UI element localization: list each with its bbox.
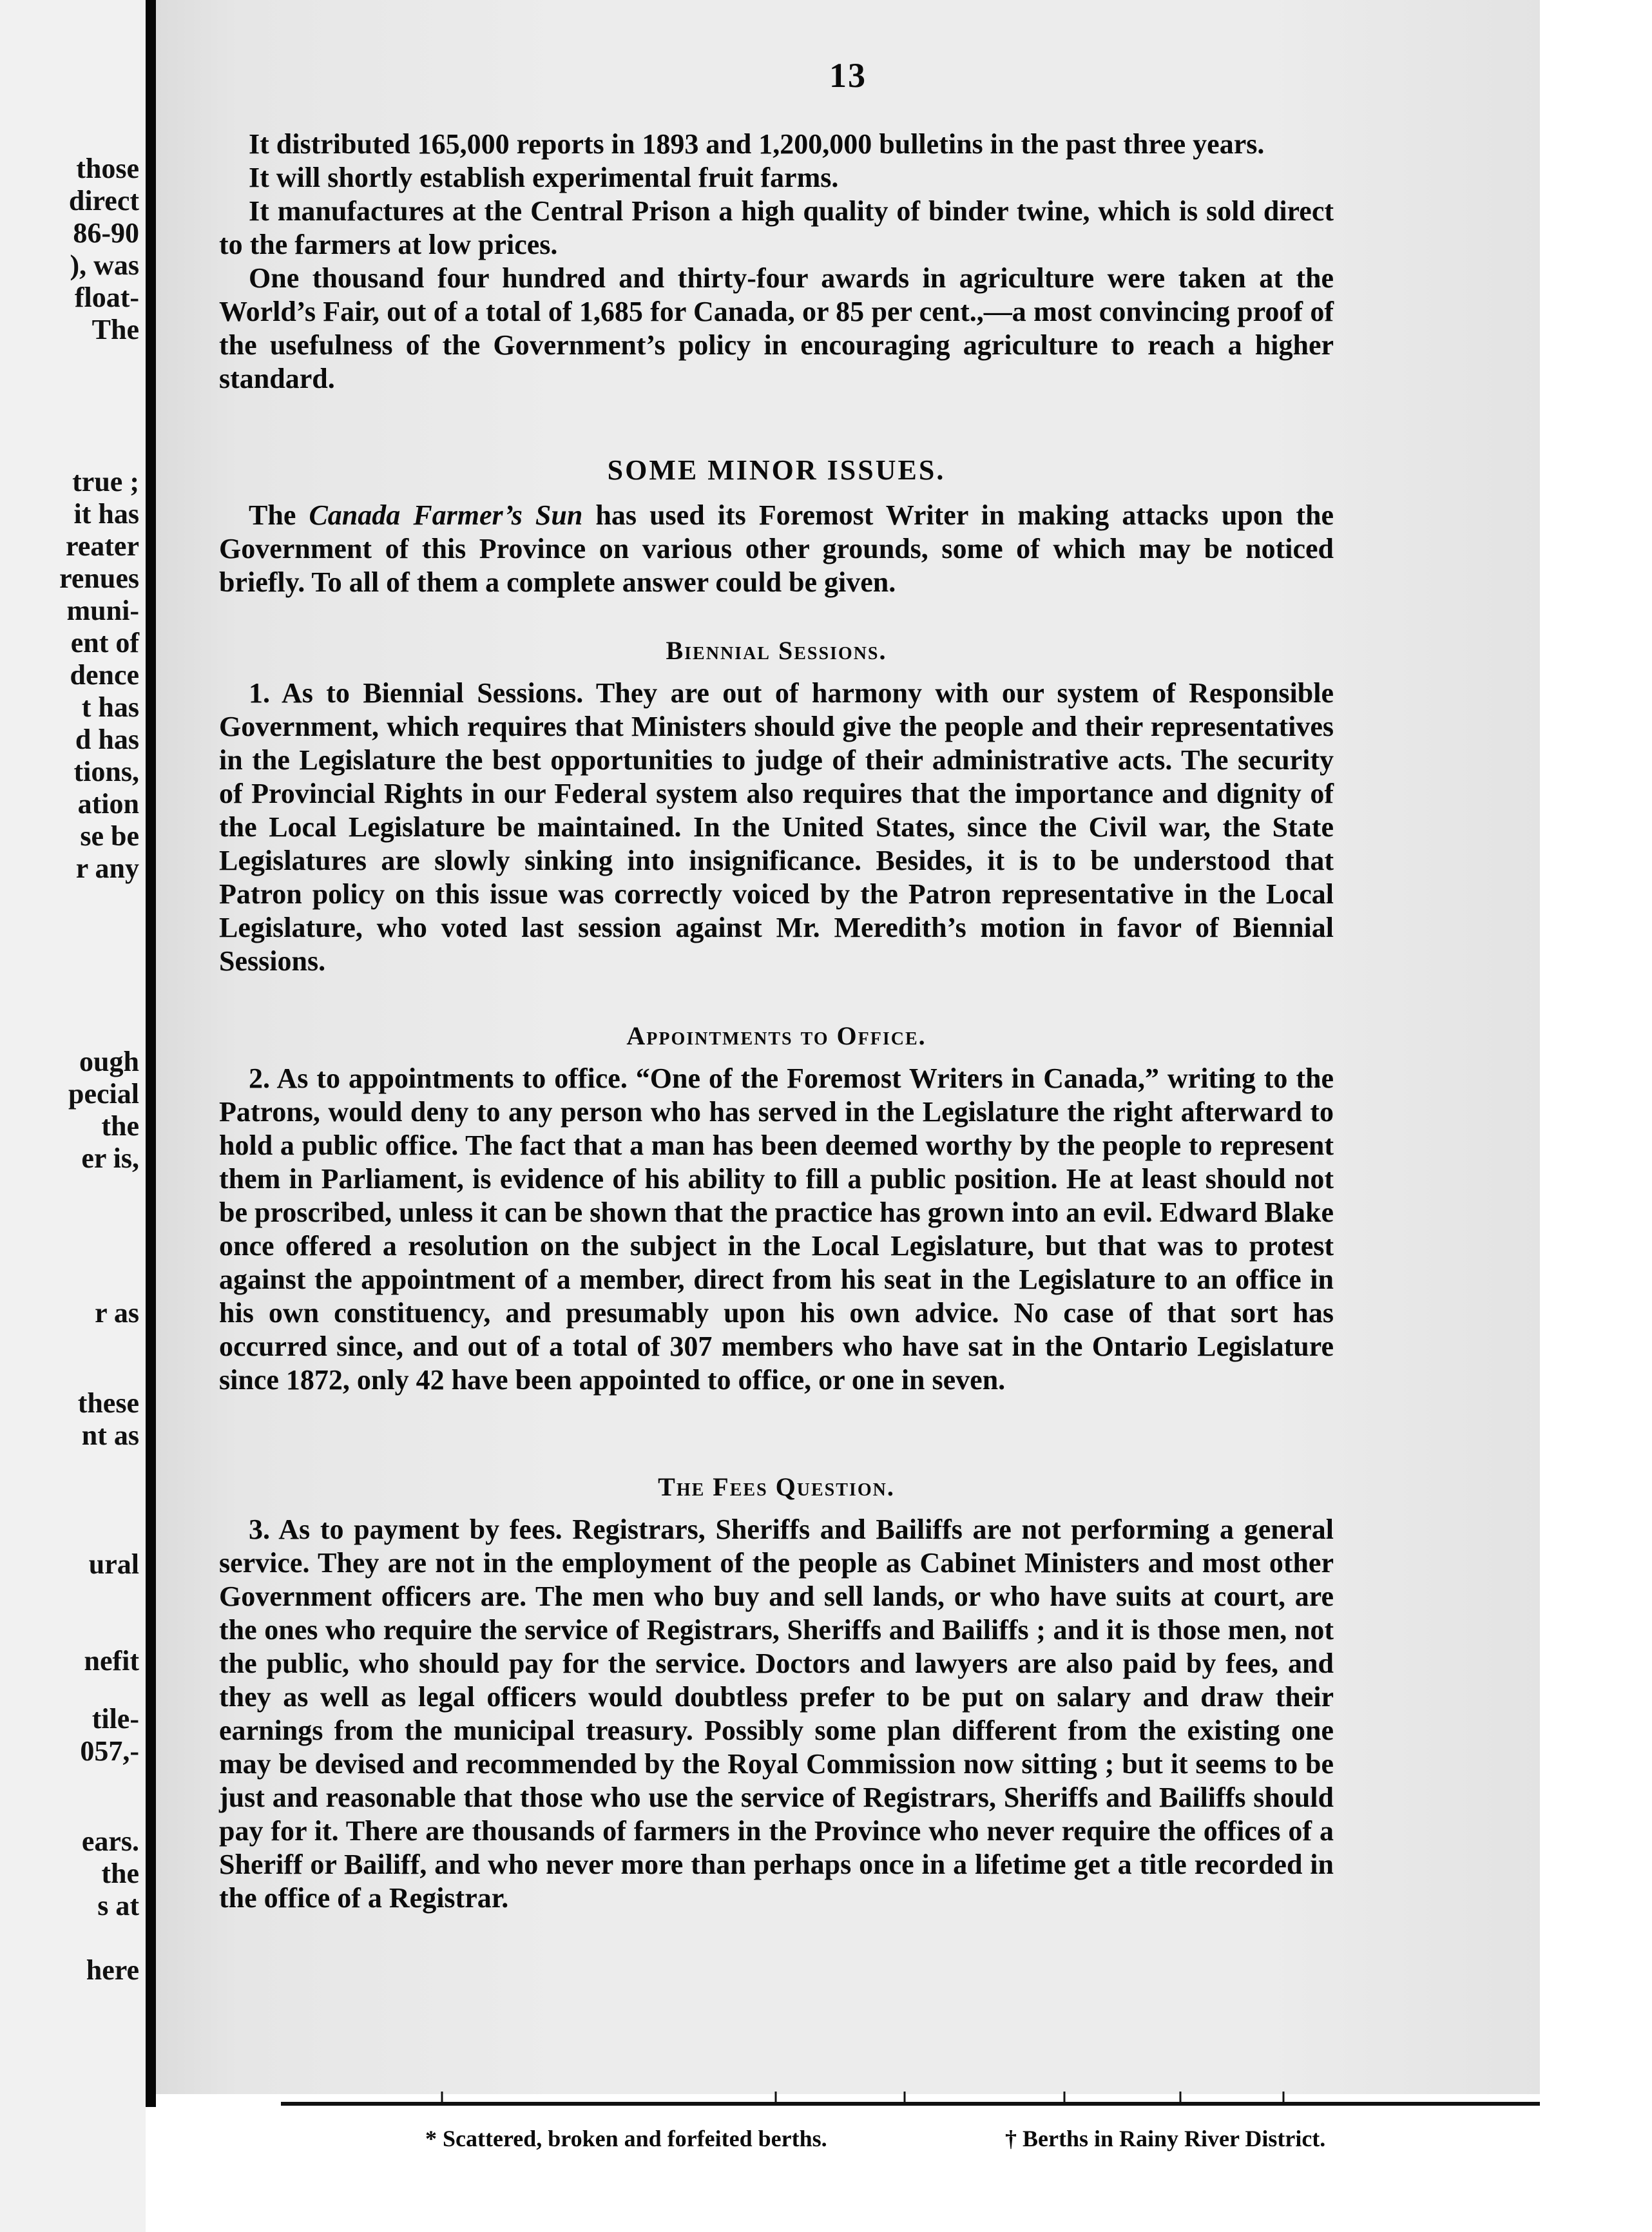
minor-issues-section (219, 454, 1334, 599)
previous-page-line: ), was (70, 249, 139, 281)
appointments-paragraph: 2. As to appointments to office. “One of the Foremost Writers in Canada,” writing to the Patrons, would deny to any person who has served in the Legislature the right afterward to hold a public office. The fact that a man has been deemed worthy by the people to represent them in Parliament, is evidence of his ability to fill a public position. He at least should not be proscribed, unless it can be shown that the practice has grown into an evil. Edward Blake once offered a resolution on the subject in the Local Legislature, but that was to protest against the appointment of a member, direct from his seat in the Legislature to an office in his own constituency, and presumably upon his own advice. No case of that sort has occurred since, and out of a total of 307 members who have sat in the Ontario Legislature since 1872, only 42 have been appointed to office, or one in seven. (219, 1063, 1334, 1396)
lead-text-after: has used its Foremost Writer in making attacks upon the Government of this Province on various other grounds, some of which may be noticed briefly. To all of them a complete answer could be given. (219, 499, 1334, 598)
previous-page-line: renues (59, 563, 139, 594)
previous-page-line: true ; (72, 466, 139, 497)
previous-page-line: er is, (81, 1142, 139, 1174)
intro-paragraph-binder-twine: It manufactures at the Central Prison a high quality of binder twine, which is sold direct to the farmers at low prices. (219, 195, 1334, 260)
intro-paragraph-reports: It distributed 165,000 reports in 1893 and 1,200,000 bulletins in the past three years. (249, 128, 1265, 160)
previous-page-line: the (101, 1110, 139, 1142)
intro-paragraph-fruit-farms: It will shortly establish experimental fruit farms. (249, 162, 839, 193)
previous-page-line: it has (73, 498, 139, 530)
intro-paragraph-worlds-fair: One thousand four hundred and thirty-four awards in agriculture were taken at the World’s Fair, out of a total of 1,685 for Canada, or 85 per cent.,—a most convincing proof of the usefulness of the Government’s policy in encouraging agriculture to reach a higher standard. (219, 262, 1334, 394)
previous-page-line: d has (75, 724, 139, 755)
previous-page-fragment (0, 0, 146, 2232)
previous-page-line: tions, (73, 756, 139, 787)
binding-gutter (146, 0, 156, 2107)
previous-page-line: se be (80, 820, 139, 852)
lead-text-before: The (249, 499, 309, 531)
subheading-appointments-to-office: Appointments to Office. (626, 1021, 927, 1050)
biennial-sessions-section (219, 634, 1334, 978)
previous-page-line: t has (81, 691, 139, 723)
previous-page-line: the (101, 1858, 139, 1889)
main-page (156, 0, 1540, 2094)
previous-page-line: dence (70, 659, 139, 691)
previous-page-line: reater (66, 530, 139, 562)
previous-page-line: ears. (81, 1825, 139, 1857)
previous-page-line: ation (77, 788, 139, 820)
previous-page-line: r any (75, 852, 139, 884)
previous-page-line: s at (97, 1890, 139, 1921)
minor-issues-lead-paragraph (219, 499, 1334, 599)
previous-page-line: nt as (81, 1419, 139, 1451)
footer-rule (281, 2102, 1540, 2106)
fees-section (219, 1470, 1334, 1915)
subheading-biennial-sessions: Biennial Sessions. (666, 636, 887, 665)
previous-page-line: muni- (66, 595, 139, 626)
previous-page-line: The (91, 314, 139, 345)
footnote-rainy-river-berths: † Berths in Rainy River District. (1005, 2126, 1326, 2151)
previous-page-line: these (77, 1387, 139, 1419)
previous-page-line: those (76, 153, 139, 184)
appointments-section (219, 1019, 1334, 1397)
publication-name: Canada Farmer’s Sun (309, 499, 583, 531)
section-heading-minor-issues: SOME MINOR ISSUES. (607, 454, 946, 486)
fees-paragraph: 3. As to payment by fees. Registrars, Sheriffs and Bailiffs are not performing a general service. They are not in the employment of the people as Cabinet Ministers and most other Government officers are. The men who buy and sell lands, or who have suits at court, are the ones who require the service of Registrars, Sheriffs and Bailiffs ; and it is those men, not the public, who should pay for the service. Doctors and lawyers are also paid by fees, and they as well as legal officers would doubtless prefer to be put on salary and draw their earnings from the municipal treasury. Possibly some plan different from the existing one may be devised and recommended by the Royal Commission now sitting ; but it seems to be just and reasonable that those who use the service of Registrars, Sheriffs and Bailiffs should pay for it. There are thousands of farmers in the Province who never require the offices of a Sheriff or Bailiff, and who never more than perhaps once in a lifetime get a title recorded in the office of a Registrar. (219, 1514, 1334, 1914)
previous-page-line: ough (79, 1046, 139, 1077)
previous-page-line: tile- (91, 1703, 139, 1735)
previous-page-line: direct (68, 185, 139, 216)
previous-page-line: 057,- (80, 1735, 139, 1767)
previous-page-line: here (86, 1954, 139, 1986)
biennial-sessions-paragraph: 1. As to Biennial Sessions. They are out of harmony with our system of Responsible Government, which requires that Ministers should give the people and their representatives in the Legislature the best opportunities to judge of their administrative acts. The security of Provincial Rights in our Federal system also requires that the importance and dignity of the Local Legislature be maintained. In the United States, since the Civil war, the State Legislatures are slowly sinking into insignificance. Besides, it is to be understood that Patron policy on this issue was correctly voiced by the Patron representative in the Local Legislature, who voted last session against Mr. Meredith’s motion in favor of Biennial Sessions. (219, 677, 1334, 977)
previous-page-line: ural (88, 1548, 139, 1580)
previous-page-line: float- (74, 282, 139, 313)
page-right-margin (1540, 0, 1652, 2232)
previous-page-line: pecial (68, 1078, 139, 1110)
page-number: 13 (829, 56, 867, 95)
intro-section (219, 128, 1334, 396)
previous-page-line: r as (95, 1297, 139, 1329)
subheading-fees-question: The Fees Question. (658, 1472, 895, 1501)
previous-page-line: ent of (70, 627, 139, 659)
previous-page-line: 86-90 (73, 217, 139, 249)
previous-page-line: nefit (84, 1645, 139, 1677)
footnote-scattered-berths: * Scattered, broken and forfeited berths. (425, 2126, 827, 2151)
